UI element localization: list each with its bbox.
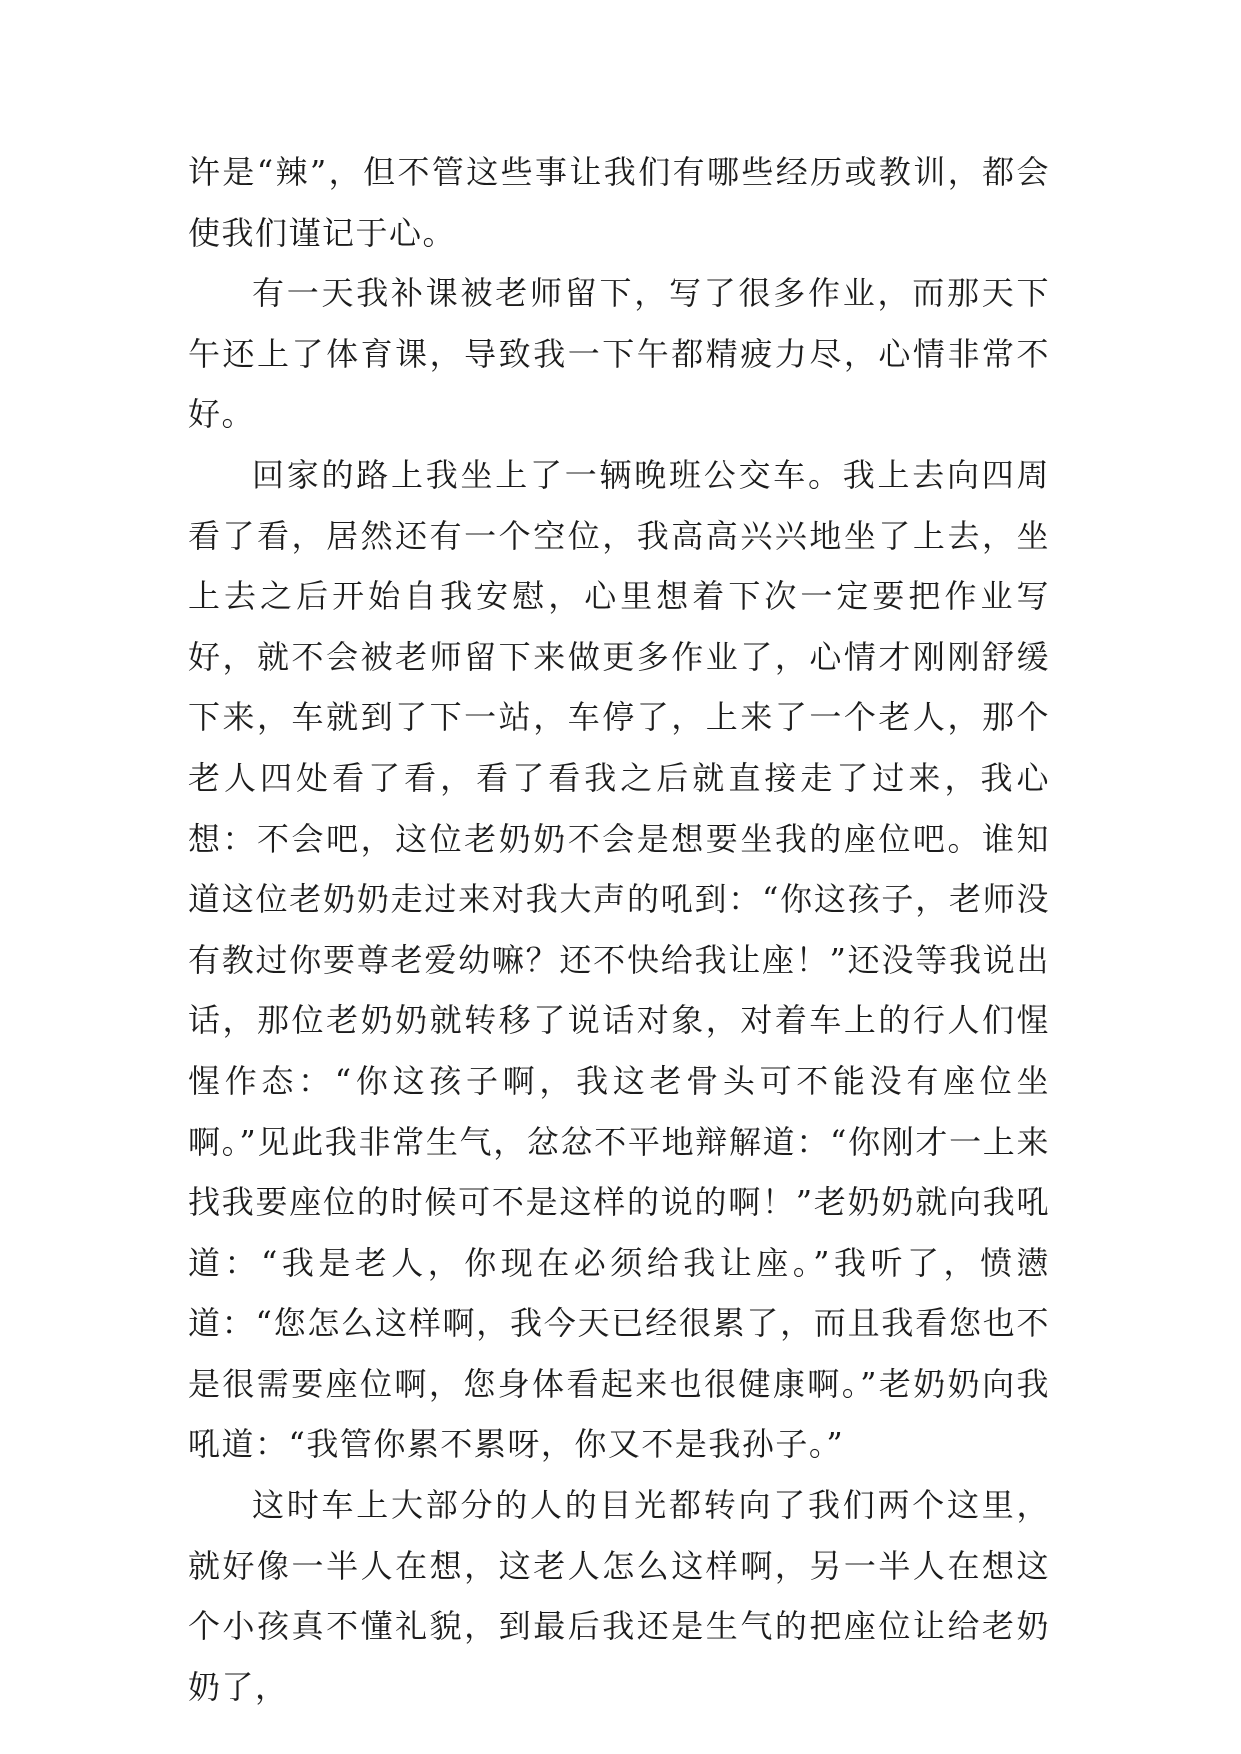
paragraph-3: 回家的路上我坐上了一辆晚班公交车。我上去向四周看了看，居然还有一个空位，我高高兴兴地坐了上去，坐上去之后开始自我安慰，心里想着下次一定要把作业写好，就不会被老师留下来做更多作业了，心情才刚刚舒缓下来，车就到了下一站，车停了，上来了一个老人，那个老人四处看了看，看了看我之后就直接走了过来，我心想：不会吧，这位老奶奶不会是想要坐我的座位吧。谁知道这位老奶奶走过来对我大声的吼到：“你这孩子，老师没有教过你要尊老爱幼嘛？还不快给我让座！”还没等我说出话，那位老奶奶就转移了说话对象，对着车上的行人们惺惺作态：“你这孩子啊，我这老骨头可不能没有座位坐啊。”见此我非常生气，忿忿不平地辩解道：“你刚才一上来找我要座位的时候可不是这样的说的啊！”老奶奶就向我吼道：“我是老人，你现在必须给我让座。”我听了，愤懑道：“您怎么这样啊，我今天已经很累了，而且我看您也不是很需要座位啊，您身体看起来也很健康啊。”老奶奶向我吼道：“我管你累不累呀，你又不是我孙子。” xyxy=(188,455,1050,1464)
paragraph-2: 有一天我补课被老师留下，写了很多作业，而那天下午还上了体育课，导致我一下午都精疲力尽，心情非常不好。 xyxy=(188,274,1050,434)
paragraph-1: 许是“辣”，但不管这些事让我们有哪些经历或教训，都会使我们谨记于心。 xyxy=(188,153,1050,252)
document-body xyxy=(188,142,1050,1717)
paragraph-4: 这时车上大部分的人的目光都转向了我们两个这里，就好像一半人在想，这老人怎么这样啊，另一半人在想这个小孩真不懂礼貌，到最后我还是生气的把座位让给老奶奶了， xyxy=(188,1486,1050,1706)
